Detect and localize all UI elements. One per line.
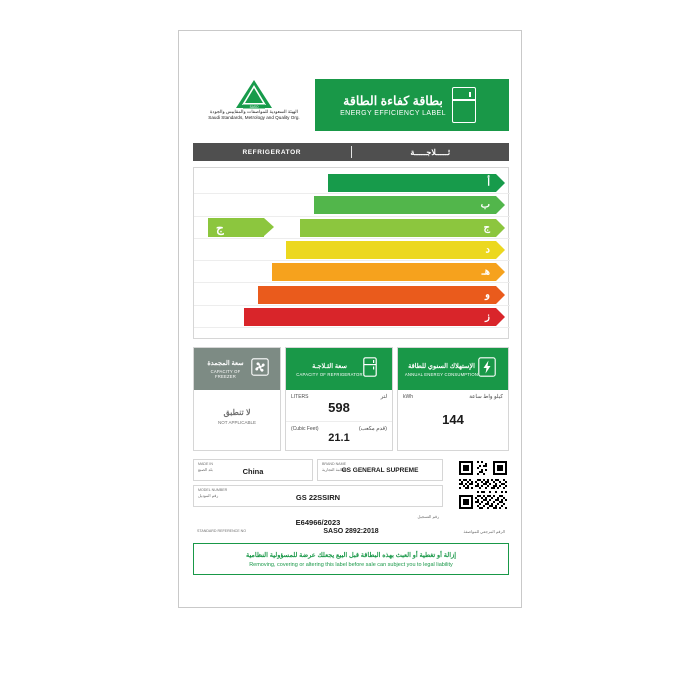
arrow-tip <box>496 308 505 326</box>
registration-caption <box>417 514 439 519</box>
arrow-tip <box>496 196 505 214</box>
model-caption-ar: رقم الموديل <box>198 492 219 498</box>
grade-letter: و <box>485 289 490 300</box>
energy-unit-en: kWh <box>403 394 413 400</box>
grade-row <box>194 194 510 216</box>
authority-name-en: Saudi Standards, Metrology and Quality Org. <box>208 114 300 120</box>
grade-row <box>194 261 510 283</box>
label-header <box>193 79 509 131</box>
freezer-value-en: NOT APPLICABLE <box>218 420 256 425</box>
freezer-capacity-panel <box>193 347 281 451</box>
refrigerator-title-ar: سعة الثـلاجـة <box>312 362 347 370</box>
grade-row <box>194 306 510 328</box>
registration-caption-ar: رقم التسجيل <box>417 514 439 519</box>
product-type-en: REFRIGERATOR <box>242 148 302 156</box>
svg-text:SASO: SASO <box>249 104 259 109</box>
freezer-panel-header <box>194 348 280 390</box>
title-text-group <box>340 93 452 117</box>
freezer-title-en: CAPACITY OF FREEZER <box>210 369 241 379</box>
fan-icon <box>251 358 269 381</box>
energy-header-text <box>405 362 478 377</box>
label-title-en: ENERGY EFFICIENCY LABEL <box>340 110 446 117</box>
refrigerator-icon <box>452 87 476 123</box>
arrow-tip <box>496 174 505 192</box>
energy-label-card <box>178 30 522 608</box>
selected-grade-marker <box>208 218 264 237</box>
energy-value-row <box>398 390 508 452</box>
freezer-value-group <box>194 390 280 425</box>
authority-name-ar: الهيئة السعودية للمواصفات والمقاييس والجودة <box>210 109 298 114</box>
arrow-tip <box>496 241 505 259</box>
brand-caption-ar: العلامة التجارية <box>322 466 347 472</box>
product-info-section <box>193 459 509 535</box>
efficiency-grade-scale <box>193 167 509 339</box>
refrigerator-panel-header <box>286 348 392 390</box>
energy-panel-body <box>398 390 508 452</box>
legal-notice-en: Removing, covering or altering this label before sale can subject you to legal liability <box>249 561 453 568</box>
divider <box>351 146 352 158</box>
grade-letter: أ <box>487 177 490 189</box>
made-in-value: China <box>242 467 264 476</box>
made-in-caption-en: MADE IN <box>198 462 213 466</box>
freezer-title-ar: سعة المجمدة <box>207 360 244 367</box>
energy-consumption-panel <box>397 347 509 451</box>
grade-letter: ز <box>485 311 490 323</box>
refrigerator-title-en: CAPACITY OF REFRIGERATOR <box>296 371 363 377</box>
grade-row <box>194 284 510 306</box>
grade-arrow <box>328 174 496 192</box>
arrow-tip <box>496 263 505 281</box>
liters-unit-ar: لتر <box>380 394 387 400</box>
energy-panel-header <box>398 348 508 390</box>
product-type-bar <box>193 143 509 161</box>
liters-value: 598 <box>328 400 350 415</box>
grade-arrow <box>314 196 496 214</box>
made-in-field <box>193 459 313 481</box>
grade-arrow <box>258 286 496 304</box>
brand-field <box>317 459 443 481</box>
model-caption-en: MODEL NUMBER <box>198 488 228 492</box>
grade-row <box>194 217 510 239</box>
cubicfeet-value: 21.1 <box>328 432 350 444</box>
grade-row <box>194 239 510 261</box>
grade-letter: د <box>485 244 490 256</box>
grade-arrow <box>286 241 496 259</box>
energy-title-ar: الإستهلاك السنوي للطاقة <box>408 362 475 370</box>
freezer-value-ar: لا تنطبق <box>223 408 251 417</box>
cubicfeet-unit-en: (Cubic Feet) <box>291 426 319 432</box>
made-in-caption-ar: بلد الصنع <box>198 466 213 472</box>
grade-arrow <box>244 308 496 326</box>
brand-value: GS GENERAL SUPREME <box>341 467 419 474</box>
qr-code[interactable] <box>457 459 509 511</box>
grade-row <box>194 172 510 194</box>
saso-authority-block <box>193 79 315 131</box>
refrigerator-header-text <box>296 362 362 377</box>
legal-notice-ar: إزالة أو تغطية أو العبث بهذه البطاقة قبل البيع يجعلك عرضة للمسؤولية النظامية <box>245 551 457 559</box>
bolt-icon <box>478 357 496 382</box>
specifications-row <box>193 347 509 451</box>
standard-value: SASO 2892:2018 <box>323 528 379 535</box>
grade-letter: ج <box>483 222 490 234</box>
grade-arrow <box>272 263 496 281</box>
freezer-header-text <box>200 359 251 379</box>
grade-letter: هـ <box>481 266 490 278</box>
brand-caption-en: BRAND NAME <box>322 462 346 466</box>
cubicfeet-unit-ar: (قدم مكعب) <box>358 426 387 432</box>
standard-reference-field <box>193 527 509 539</box>
product-type-ar: ثـــــلاجـــــة <box>410 147 451 157</box>
model-field <box>193 485 443 507</box>
energy-unit-ar: كيلو واط ساعة <box>469 394 503 400</box>
refrigerator-panel-body <box>286 390 392 452</box>
freezer-panel-body <box>194 390 280 452</box>
arrow-tip <box>496 286 505 304</box>
grade-letter: ب <box>480 199 490 211</box>
selected-grade-letter: ج <box>216 220 224 235</box>
saso-logo-icon <box>235 79 273 109</box>
liters-unit-en: LITERS <box>291 394 309 400</box>
energy-value: 144 <box>442 412 464 427</box>
marker-tip <box>264 218 274 236</box>
capacity-cubicfeet-row <box>286 422 392 453</box>
title-banner <box>315 79 509 131</box>
standard-caption-en: STANDARD REFERENCE NO <box>197 529 247 533</box>
fridge-icon <box>363 357 377 382</box>
refrigerator-capacity-panel <box>285 347 393 451</box>
model-value: GS 22SSIRN <box>295 493 341 502</box>
registration-value: E64966/2023 <box>295 518 341 527</box>
label-title-ar: بطاقة كفاءة الطاقة <box>343 94 443 108</box>
legal-notice <box>193 543 509 575</box>
grade-arrow <box>300 219 496 237</box>
arrow-tip <box>496 219 505 237</box>
standard-caption-ar: الرقم المرجعي للمواصفة <box>463 529 505 534</box>
energy-title-en: ANNUAL ENERGY CONSUMPTION <box>404 371 479 377</box>
capacity-liters-row <box>286 390 392 422</box>
